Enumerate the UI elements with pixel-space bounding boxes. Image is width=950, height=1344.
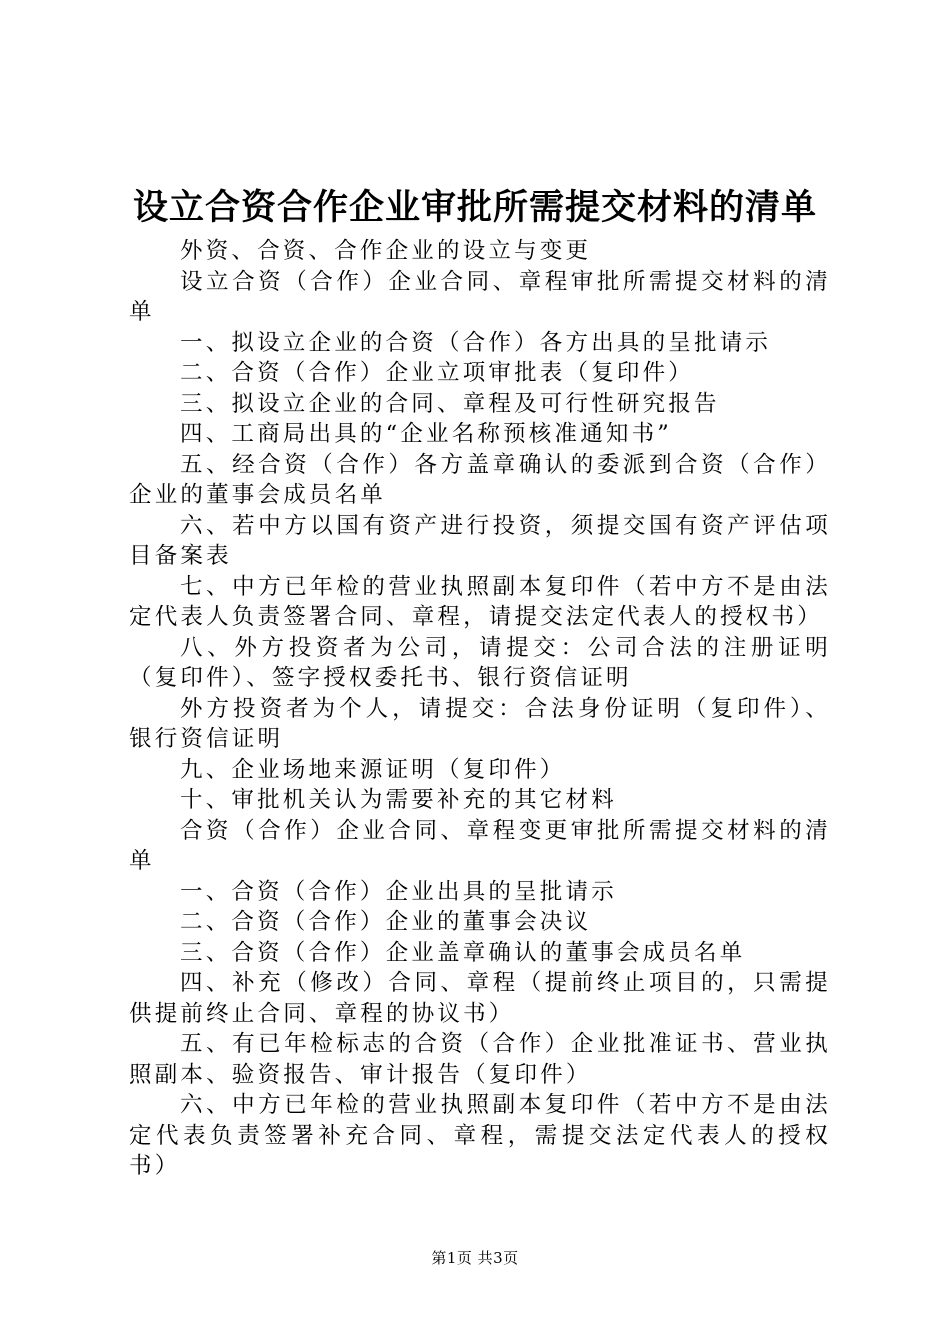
paragraph: 外资、合资、合作企业的设立与变更 — [180, 238, 592, 264]
paragraph: 四、工商局出具的“企业名称预核准通知书” — [180, 421, 673, 447]
paragraph: 四、补充（修改）合同、章程（提前终止项目的，只需提供提前终止合同、章程的协议书） — [129, 970, 831, 1027]
paragraph: 设立合资（合作）企业合同、章程审批所需提交材料的清单 — [129, 268, 831, 325]
page-number-footer: 第1页 共3页 — [431, 1249, 519, 1267]
paragraph: 五、有已年检标志的合资（合作）企业批准证书、营业执照副本、验资报告、审计报告（复印件） — [129, 1031, 831, 1088]
paragraph: 三、拟设立企业的合同、章程及可行性研究报告 — [180, 390, 720, 417]
document-title: 设立合资合作企业审批所需提交材料的清单 — [132, 187, 817, 228]
document-body — [129, 236, 831, 1182]
paragraph: 七、中方已年检的营业执照副本复印件（若中方不是由法定代表人负责签署合同、章程，请提交法定代表人的授权书） — [129, 573, 831, 630]
paragraph: 十、审批机关认为需要补充的其它材料 — [180, 787, 617, 813]
paragraph: 六、若中方以国有资产进行投资，须提交国有资产评估项目备案表 — [129, 512, 831, 569]
paragraph: 二、合资（合作）企业的董事会决议 — [180, 909, 592, 935]
paragraph: 五、经合资（合作）各方盖章确认的委派到合资（合作）企业的董事会成员名单 — [129, 451, 831, 508]
paragraph: 八、外方投资者为公司，请提交：公司合法的注册证明（复印件）、签字授权委托书、银行资信证明 — [129, 634, 831, 691]
paragraph: 一、拟设立企业的合资（合作）各方出具的呈批请示 — [180, 329, 772, 356]
paragraph: 一、合资（合作）企业出具的呈批请示 — [180, 878, 617, 905]
paragraph: 六、中方已年检的营业执照副本复印件（若中方不是由法定代表负责签署补充合同、章程，需提交法定代表人的授权书） — [129, 1092, 831, 1179]
paragraph: 九、企业场地来源证明（复印件） — [180, 756, 566, 783]
paragraph: 二、合资（合作）企业立项审批表（复印件） — [180, 360, 695, 386]
paragraph: 合资（合作）企业合同、章程变更审批所需提交材料的清单 — [129, 817, 831, 874]
paragraph: 外方投资者为个人，请提交：合法身份证明（复印件）、银行资信证明 — [129, 695, 831, 752]
paragraph: 三、合资（合作）企业盖章确认的董事会成员名单 — [180, 939, 746, 966]
